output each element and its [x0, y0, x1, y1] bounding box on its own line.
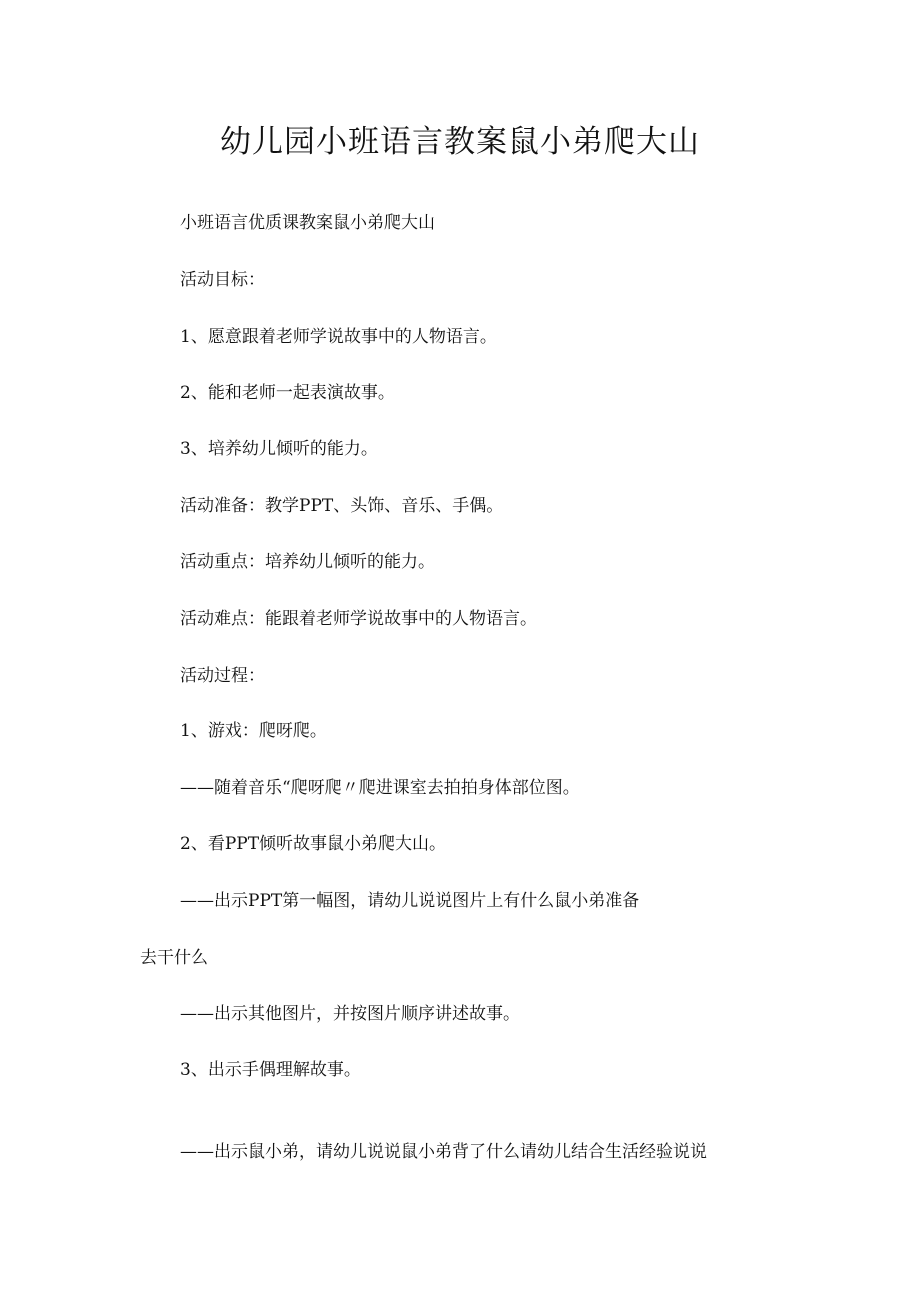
section-heading-process: 活动过程：: [180, 666, 265, 686]
process-step-1-detail: ——随着音乐“爬呀爬〃爬进课室去拍拍身体部位图。: [180, 778, 580, 798]
process-step-3-detail: ——出示鼠小弟，请幼儿说说鼠小弟背了什么请幼儿结合生活经验说说: [180, 1142, 707, 1162]
process-step-2-detail-a: ——出示PPT第一幅图，请幼儿说说图片上有什么鼠小弟准备: [180, 891, 640, 911]
process-step-1: 1、游戏：爬呀爬。: [180, 721, 327, 741]
process-step-2-detail-b: ——出示其他图片，并按图片顺序讲述故事。: [180, 1004, 520, 1024]
goal-item-1: 1、愿意跟着老师学说故事中的人物语言。: [180, 327, 497, 347]
key-point-line: 活动重点：培养幼儿倾听的能力。: [180, 552, 435, 572]
subtitle-line: 小班语言优质课教案鼠小弟爬大山: [180, 213, 435, 233]
difficulty-line: 活动难点：能跟着老师学说故事中的人物语言。: [180, 609, 537, 629]
process-step-3: 3、出示手偶理解故事。: [180, 1060, 361, 1080]
preparation-line: 活动准备：教学PPT、头饰、音乐、手偶。: [180, 496, 504, 516]
process-step-2-detail-a-continued: 去干什么: [140, 948, 208, 968]
document-title: 幼儿园小班语言教案鼠小弟爬大山: [220, 124, 700, 160]
section-heading-goals: 活动目标：: [180, 270, 265, 290]
process-step-2: 2、看PPT倾听故事鼠小弟爬大山。: [180, 834, 447, 854]
goal-item-3: 3、培养幼儿倾听的能力。: [180, 439, 378, 459]
goal-item-2: 2、能和老师一起表演故事。: [180, 383, 395, 403]
